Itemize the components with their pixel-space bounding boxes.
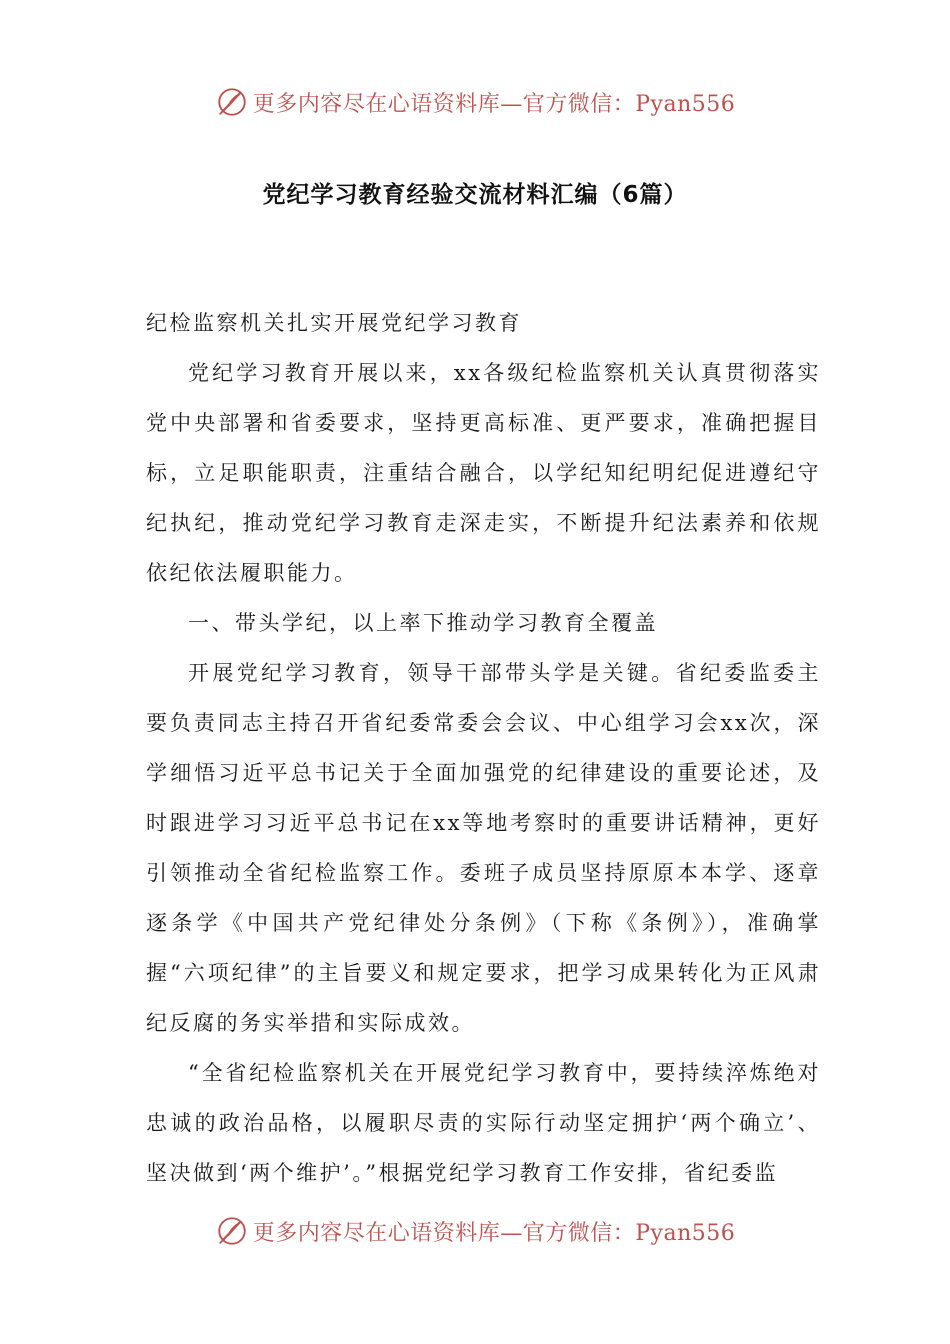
document-title: 党纪学习教育经验交流材料汇编（6篇） xyxy=(262,182,688,208)
paragraph: 党纪学习教育开展以来，xx各级纪检监察机关认真贯彻落实党中央部署和省委要求，坚持更高标准、更严要求，准确把握目标，立足职能职责，注重结合融合，以学纪知纪明纪促进遵纪守纪执纪，推动党纪学习教育走深走实，不断提升纪法素养和依规依纪依法履职能力。 xyxy=(146,361,821,585)
quill-logo-icon xyxy=(215,1214,249,1248)
watermark-banner-top xyxy=(0,80,950,124)
subheading: 一、带头学纪，以上率下推动学习教育全覆盖 xyxy=(188,611,658,635)
section-heading: 纪检监察机关扎实开展党纪学习教育 xyxy=(146,311,522,335)
document-body xyxy=(146,298,821,1198)
watermark-banner-bottom xyxy=(0,1209,950,1253)
paragraph: “全省纪检监察机关在开展党纪学习教育中，要持续淬炼绝对忠诚的政治品格，以履职尽责的实际行动坚定拥护‘两个确立’、坚决做到‘两个维护’。”根据党纪学习教育工作安排，省纪委监 xyxy=(146,1061,821,1185)
watermark-text: 更多内容尽在心语资料库—官方微信：Pyan556 xyxy=(252,91,736,117)
watermark-text: 更多内容尽在心语资料库—官方微信：Pyan556 xyxy=(252,1220,736,1246)
quill-logo-icon xyxy=(215,85,249,119)
paragraph: 开展党纪学习教育，领导干部带头学是关键。省纪委监委主要负责同志主持召开省纪委常委会会议、中心组学习会xx次，深学细悟习近平总书记关于全面加强党的纪律建设的重要论述，及时跟进学习习近平总书记在xx等地考察时的重要讲话精神，更好引领推动全省纪检监察工作。委班子成员坚持原原本本学、逐章逐条学《中国共产党纪律处分条例》（下称《条例》），准确掌握“六项纪律”的主旨要义和规定要求，把学习成果转化为正风肃纪反腐的务实举措和实际成效。 xyxy=(146,661,821,1035)
